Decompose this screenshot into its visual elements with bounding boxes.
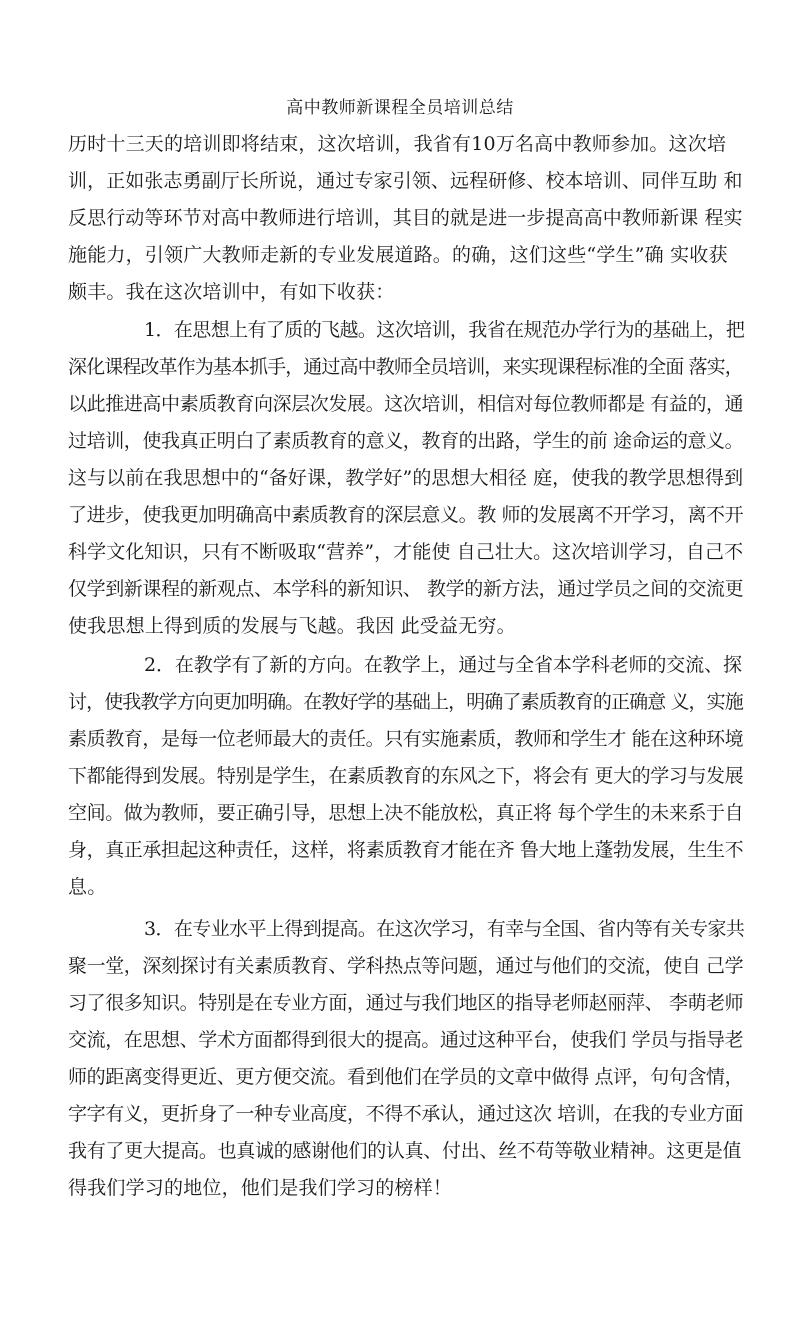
section-2-line: 素质教育，是每一位老师最大的责任。只有实施素质，教师和学生才 能在这种环境 xyxy=(68,728,744,750)
section-1-line: 深化课程改革作为基本抓手，通过高中教师全员培训，来实现课程标准的全面 落实， xyxy=(68,356,743,378)
section-2-line: 下都能得到发展。特别是学生，在素质教育的东风之下，将会有 更大的学习与发展 xyxy=(68,765,744,787)
intro-line: 颇丰。我在这次培训中，有如下收获： xyxy=(68,281,395,303)
section-1-line: 使我思想上得到质的发展与飞越。我因 此受益无穷。 xyxy=(68,615,516,637)
section-1-line: 了进步，使我更加明确高中素质教育的深层意义。教 师的发展离不开学习，离不开 xyxy=(68,504,744,526)
section-3-line: 我有了更大提高。也真诚的感谢他们的认真、付出、丝不苟等敬业精神。这更是值 xyxy=(68,1140,742,1162)
intro-line: 施能力，引领广大教师走新的专业发展道路。的确，这们这些“学生”确 实收获 xyxy=(68,244,728,266)
section-1-paragraph xyxy=(68,312,744,645)
section-3-line: 习了很多知识。特别是在专业方面，通过与我们地区的指导老师赵丽萍、 李萌老师 xyxy=(68,992,744,1014)
section-1-line: 1．在思想上有了质的飞越。这次培训，我省在规范办学行为的基础上，把 xyxy=(144,319,745,341)
intro-line: 反思行动等环节对高中教师进行培训，其目的就是进一步提高高中教师新课 程实 xyxy=(68,207,743,229)
section-3-line: 聚一堂，深刻探讨有关素质教育、学科热点等问题，通过与他们的交流，使自 己学 xyxy=(68,955,744,977)
intro-line: 历时十三天的培训即将结束，这次培训，我省有10万名高中教师参加。这次培 xyxy=(68,133,727,155)
document-title: 高中教师新课程全员培训总结 xyxy=(286,98,514,118)
section-3-line: 交流，在思想、学术方面都得到很大的提高。通过这种平台，使我们 学员与指导老 xyxy=(68,1029,744,1051)
section-2-line: 身，真正承担起这种责任，这样，将素质教育才能在齐 鲁大地上蓬勃发展，生生不 xyxy=(68,839,744,861)
section-2-line: 2．在教学有了新的方向。在教学上，通过与全省本学科老师的交流、探 xyxy=(144,654,742,676)
section-3-paragraph xyxy=(68,911,744,1207)
section-1-line: 过培训，使我真正明白了素质教育的意义，教育的出路，学生的前 途命运的意义。 xyxy=(68,430,744,452)
section-1-line: 以此推进高中素质教育向深层次发展。这次培训，相信对每位教师都是 有益的，通 xyxy=(68,393,744,415)
section-2-paragraph xyxy=(68,647,744,906)
section-2-line: 讨，使我教学方向更加明确。在教好学的基础上，明确了素质教育的正确意 义，实施 xyxy=(68,691,743,713)
section-2-line: 空间。做为教师，要正确引导，思想上决不能放松，真正将 每个学生的未来系于自 xyxy=(68,802,744,824)
section-2-line: 息。 xyxy=(68,876,107,898)
intro-line: 训，正如张志勇副厅长所说，通过专家引领、远程研修、校本培训、同伴互助 和 xyxy=(68,170,743,192)
section-3-line: 3．在专业水平上得到提高。在这次学习，有幸与全国、省内等有关专家共 xyxy=(144,918,745,940)
section-3-line: 师的距离变得更近、更方便交流。看到他们在学员的文章中做得 点评，句句含情， xyxy=(68,1066,744,1088)
intro-paragraph xyxy=(68,126,744,311)
section-3-line: 得我们学习的地位，他们是我们学习的榜样！ xyxy=(68,1177,453,1199)
section-3-line: 字字有义，更折身了一种专业高度，不得不承认，通过这次 培训，在我的专业方面 xyxy=(68,1103,744,1125)
section-1-line: 科学文化知识，只有不断吸取“营养”，才能使 自己壮大。这次培训学习，自己不 xyxy=(68,541,744,563)
section-1-line: 仅学到新课程的新观点、本学科的新知识、 教学的新方法，通过学员之间的交流更 xyxy=(68,578,744,600)
section-1-line: 这与以前在我思想中的“备好课，教学好”的思想大相径 庭，使我的教学思想得到 xyxy=(68,467,744,489)
